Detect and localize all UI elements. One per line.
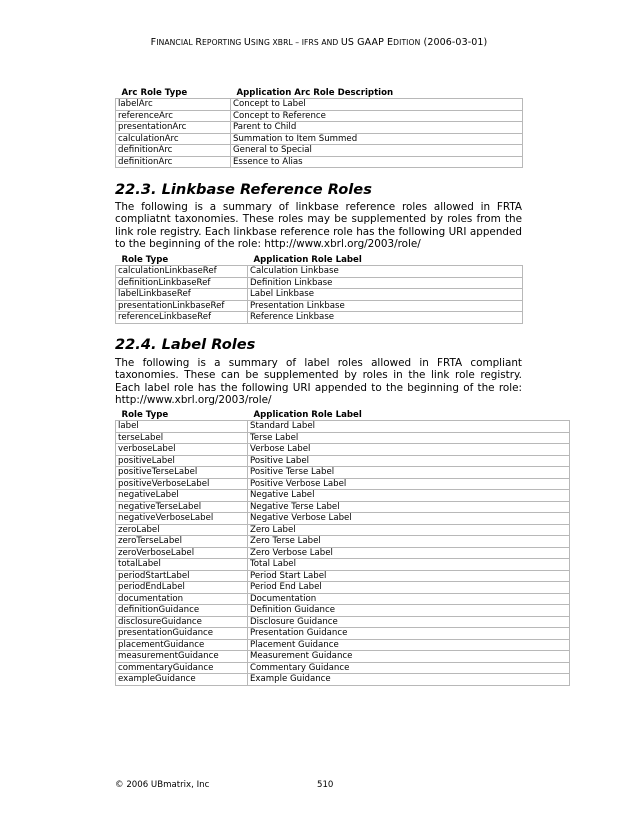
table-row: [116, 582, 570, 594]
table-row: [116, 513, 570, 525]
role-label-cell: Reference Linkbase: [248, 312, 523, 324]
table-header-row: [116, 255, 523, 266]
table-row: [116, 616, 570, 628]
linkbase-role-table: [115, 255, 523, 324]
table-row: [116, 478, 570, 490]
header-text: R: [195, 37, 203, 48]
column-header: Application Arc Role Description: [236, 88, 394, 98]
role-label-cell: Definition Guidance: [248, 605, 570, 617]
header-text: DITION: [393, 38, 421, 47]
label-paragraph: The following is a summary of label roles allowed in FRTA compliant taxonomies. These can be supplemented by roles in the link role registry. Each label role has the following URI appended to the beginning of the role: http://www.xbrl.org/2003/role/: [115, 357, 522, 406]
role-label-cell: Measurement Guidance: [248, 651, 570, 663]
running-header: [0, 37, 638, 48]
table-row: [116, 266, 523, 278]
role-label-cell: Concept to Label: [231, 99, 523, 111]
role-type-cell: labelLinkbaseRef: [116, 289, 248, 301]
role-label-cell: Period End Label: [248, 582, 570, 594]
role-label-cell: Positive Verbose Label: [248, 478, 570, 490]
role-type-cell: negativeLabel: [116, 490, 248, 502]
role-type-cell: positiveVerboseLabel: [116, 478, 248, 490]
role-type-cell: label: [116, 421, 248, 433]
role-label-cell: Commentary Guidance: [248, 662, 570, 674]
role-type-cell: exampleGuidance: [116, 674, 248, 686]
table-body: [116, 266, 523, 324]
role-type-cell: referenceArc: [116, 110, 231, 122]
role-label-cell: Terse Label: [248, 432, 570, 444]
role-label-cell: Calculation Linkbase: [248, 266, 523, 278]
role-label-cell: Presentation Guidance: [248, 628, 570, 640]
header-text: INANCIAL: [156, 38, 196, 47]
role-label-cell: Verbose Label: [248, 444, 570, 456]
role-type-cell: periodStartLabel: [116, 570, 248, 582]
table-body: [116, 421, 570, 686]
table-row: [116, 145, 523, 157]
header-text: U: [243, 37, 251, 48]
column-header: Arc Role Type: [121, 88, 188, 98]
role-type-cell: terseLabel: [116, 432, 248, 444]
header-text: F: [150, 37, 157, 48]
table-row: [116, 605, 570, 617]
role-label-cell: Zero Label: [248, 524, 570, 536]
role-type-cell: totalLabel: [116, 559, 248, 571]
section-heading-linkbase: 22.3. Linkbase Reference Roles: [115, 181, 372, 198]
header-text: AND: [321, 38, 341, 47]
linkbase-paragraph: The following is a summary of linkbase reference roles allowed in FRTA compliatnt taxonomies. These roles may be supplemented by roles from the link role registry. Each linkbase reference role has the following URI appended to the beginning of the role: http://www.xbrl.org/2003/role/: [115, 201, 522, 250]
role-label-cell: Total Label: [248, 559, 570, 571]
role-type-cell: calculationLinkbaseRef: [116, 266, 248, 278]
role-label-cell: Standard Label: [248, 421, 570, 433]
role-type-cell: positiveTerseLabel: [116, 467, 248, 479]
role-label-cell: General to Special: [231, 145, 523, 157]
role-type-cell: definitionGuidance: [116, 605, 248, 617]
header-text: EPORTING: [202, 38, 244, 47]
role-type-cell: definitionLinkbaseRef: [116, 277, 248, 289]
role-label-cell: Period Start Label: [248, 570, 570, 582]
table-row: [116, 501, 570, 513]
role-type-cell: measurementGuidance: [116, 651, 248, 663]
role-label-cell: Disclosure Guidance: [248, 616, 570, 628]
label-role-table: [115, 410, 570, 686]
table-row: [116, 547, 570, 559]
role-type-cell: presentationLinkbaseRef: [116, 300, 248, 312]
role-label-cell: Placement Guidance: [248, 639, 570, 651]
role-type-cell: labelArc: [116, 99, 231, 111]
role-type-cell: calculationArc: [116, 133, 231, 145]
table-row: [116, 524, 570, 536]
role-type-cell: referenceLinkbaseRef: [116, 312, 248, 324]
role-type-cell: definitionArc: [116, 145, 231, 157]
role-type-cell: documentation: [116, 593, 248, 605]
table-header-row: [116, 410, 570, 421]
table-row: [116, 674, 570, 686]
role-type-cell: verboseLabel: [116, 444, 248, 456]
role-label-cell: Negative Terse Label: [248, 501, 570, 513]
role-type-cell: commentaryGuidance: [116, 662, 248, 674]
table-row: [116, 455, 570, 467]
role-label-cell: Zero Terse Label: [248, 536, 570, 548]
table-row: [116, 300, 523, 312]
page-number: 510: [317, 780, 334, 790]
table-row: [116, 559, 570, 571]
table-row: [116, 570, 570, 582]
table-row: [116, 156, 523, 168]
table-row: [116, 277, 523, 289]
role-type-cell: positiveLabel: [116, 455, 248, 467]
role-type-cell: negativeTerseLabel: [116, 501, 248, 513]
table-row: [116, 421, 570, 433]
table-row: [116, 628, 570, 640]
role-type-cell: zeroTerseLabel: [116, 536, 248, 548]
role-label-cell: Summation to Item Summed: [231, 133, 523, 145]
table-row: [116, 122, 523, 134]
role-label-cell: Negative Verbose Label: [248, 513, 570, 525]
table-row: [116, 312, 523, 324]
table-row: [116, 662, 570, 674]
role-label-cell: Documentation: [248, 593, 570, 605]
column-header: Role Type: [121, 410, 169, 420]
table-row: [116, 444, 570, 456]
column-header: Application Role Label: [253, 410, 362, 420]
column-header: Application Role Label: [253, 255, 362, 265]
role-label-cell: Zero Verbose Label: [248, 547, 570, 559]
role-label-cell: Label Linkbase: [248, 289, 523, 301]
table-row: [116, 651, 570, 663]
role-label-cell: Example Guidance: [248, 674, 570, 686]
table-row: [116, 133, 523, 145]
column-header: Role Type: [121, 255, 169, 265]
role-type-cell: presentationGuidance: [116, 628, 248, 640]
role-type-cell: placementGuidance: [116, 639, 248, 651]
role-label-cell: Positive Terse Label: [248, 467, 570, 479]
table-row: [116, 467, 570, 479]
header-date: (2006-03-01): [423, 37, 488, 48]
role-label-cell: Positive Label: [248, 455, 570, 467]
table-header-row: [116, 88, 523, 99]
header-text: US GAAP E: [340, 37, 394, 48]
role-type-cell: zeroLabel: [116, 524, 248, 536]
role-label-cell: Negative Label: [248, 490, 570, 502]
table-row: [116, 490, 570, 502]
role-label-cell: Presentation Linkbase: [248, 300, 523, 312]
role-type-cell: periodEndLabel: [116, 582, 248, 594]
table-row: [116, 110, 523, 122]
role-type-cell: zeroVerboseLabel: [116, 547, 248, 559]
role-label-cell: Concept to Reference: [231, 110, 523, 122]
table-row: [116, 289, 523, 301]
role-type-cell: negativeVerboseLabel: [116, 513, 248, 525]
role-label-cell: Definition Linkbase: [248, 277, 523, 289]
arc-role-table: [115, 88, 523, 168]
header-text: SING XBRL – IFRS: [250, 38, 322, 47]
role-type-cell: disclosureGuidance: [116, 616, 248, 628]
table-row: [116, 639, 570, 651]
table-row: [116, 536, 570, 548]
table-row: [116, 99, 523, 111]
role-label-cell: Parent to Child: [231, 122, 523, 134]
table-row: [116, 432, 570, 444]
table-body: [116, 99, 523, 168]
table-row: [116, 593, 570, 605]
role-type-cell: definitionArc: [116, 156, 231, 168]
section-heading-label: 22.4. Label Roles: [115, 336, 256, 353]
role-type-cell: presentationArc: [116, 122, 231, 134]
footer-copyright: © 2006 UBmatrix, Inc: [115, 780, 210, 790]
role-label-cell: Essence to Alias: [231, 156, 523, 168]
